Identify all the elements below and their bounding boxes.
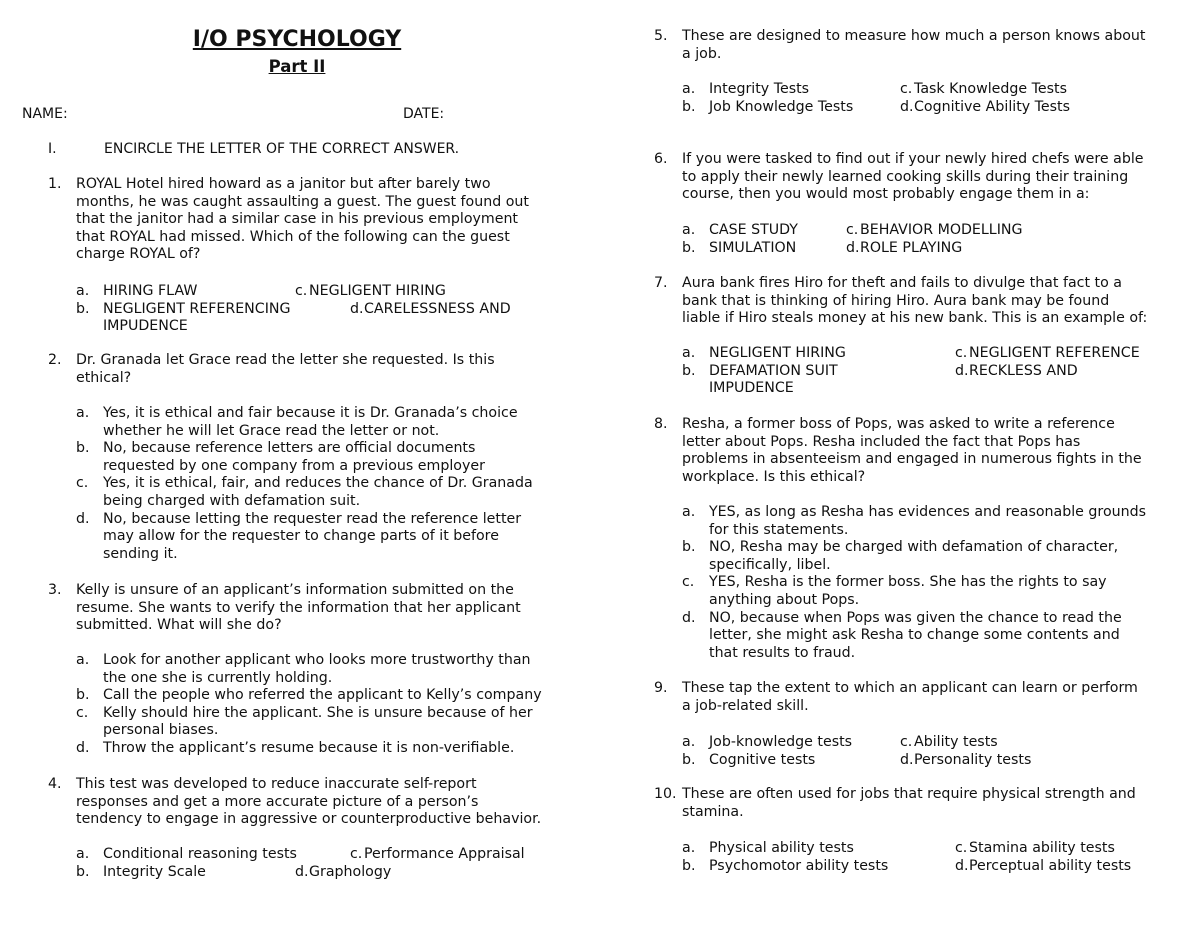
option-text: Cognitive Ability Tests — [914, 98, 1070, 115]
option-text: Stamina ability tests — [969, 840, 1115, 856]
question-text: Aura bank fires Hiro for theft and fails to divulge that fact to a bank that is thinking of hiring Hiro. Aura bank may be found liable if Hiro steals money at his new bank. This is an example of: — [682, 275, 1148, 327]
option-letter[interactable]: b. — [682, 857, 696, 874]
option-text: CASE STUDY — [709, 222, 798, 238]
option-text: Job Knowledge Tests — [709, 98, 854, 115]
option-text: NEGLIGENT HIRING — [309, 283, 446, 299]
option-letter[interactable]: d. — [76, 740, 90, 756]
option-letter[interactable]: b. — [682, 751, 696, 768]
option-letter[interactable]: d. — [846, 239, 860, 256]
name-label: NAME: — [22, 106, 68, 122]
question-number: 2. — [48, 352, 62, 368]
option-letter[interactable]: c. — [900, 734, 913, 750]
question-text: If you were tasked to find out if your newly hired chefs were able to apply their newly learned cooking skills during their training course, then you would most probably engage them in a: — [682, 151, 1144, 203]
option-text: RECKLESS AND — [969, 362, 1078, 379]
option-text: Throw the applicant’s resume because it is non-verifiable. — [103, 740, 515, 756]
option-letter[interactable]: a. — [682, 345, 696, 361]
option-letter[interactable]: c. — [900, 81, 913, 97]
option-text: Call the people who referred the applicant to Kelly’s company — [103, 687, 542, 704]
option-letter[interactable]: a. — [76, 283, 90, 299]
option-text: NEGLIGENT HIRING — [709, 345, 846, 361]
section-numeral: I. — [48, 141, 57, 157]
option-letter[interactable]: a. — [682, 222, 696, 238]
option-text: Cognitive tests — [709, 751, 816, 768]
page-title: I/O PSYCHOLOGY — [192, 27, 402, 52]
option-text: Job-knowledge tests — [709, 734, 853, 750]
option-letter[interactable]: d. — [955, 362, 969, 379]
question-text: ROYAL Hotel hired howard as a janitor but after barely two months, he was caught assaulting a guest. The guest found out that the janitor had a similar case in his previous employment that ROYAL had missed. Which of the following can the guest charge ROYAL of? — [76, 176, 529, 263]
question-text: Resha, a former boss of Pops, was asked to write a reference letter about Pops. Resha included the fact that Pops has problems in absenteeism and engaged in numerous fights in the workplace. Is this ethical? — [682, 416, 1142, 485]
option-text: Integrity Scale — [103, 863, 206, 880]
question-number: 6. — [654, 151, 668, 167]
question-text: This test was developed to reduce inaccurate self-report responses and get a more accurate picture of a person’s tendency to engage in aggressive or counterproductive behavior. — [76, 776, 542, 828]
option-text: DEFAMATION SUIT — [709, 362, 838, 379]
question-number: 3. — [48, 582, 62, 598]
option-text: Performance Appraisal — [364, 846, 525, 862]
option-letter[interactable]: d. — [900, 751, 914, 768]
option-letter[interactable]: b. — [76, 863, 90, 880]
option-letter[interactable]: c. — [350, 846, 363, 862]
option-letter[interactable]: b. — [682, 362, 696, 379]
question-text: Dr. Granada let Grace read the letter she requested. Is this ethical? — [76, 352, 495, 386]
question-number: 7. — [654, 275, 668, 291]
date-label: DATE: — [403, 106, 445, 122]
question-number: 8. — [654, 416, 668, 432]
option-text: Conditional reasoning tests — [103, 846, 297, 862]
option-text: Yes, it is ethical and fair because it is Dr. Granada’s choice whether he will let Grace read the letter or not. — [103, 405, 518, 439]
option-text: NEGLIGENT REFERENCING — [103, 300, 291, 317]
option-text: Kelly should hire the applicant. She is unsure because of her personal biases. — [103, 704, 533, 739]
option-text: Task Knowledge Tests — [914, 81, 1067, 97]
option-letter[interactable]: b. — [682, 239, 696, 256]
option-text: SIMULATION — [709, 239, 797, 256]
option-letter[interactable]: a. — [76, 405, 90, 421]
question-text: These are often used for jobs that require physical strength and stamina. — [682, 786, 1136, 820]
option-letter[interactable]: c. — [846, 222, 859, 238]
option-text: YES, Resha is the former boss. She has the rights to say anything about Pops. — [709, 574, 1107, 608]
option-letter[interactable]: d. — [900, 98, 914, 115]
option-text: No, because reference letters are official documents requested by one company from a previous employer — [103, 440, 485, 474]
option-letter[interactable]: d. — [295, 863, 309, 880]
option-text: Integrity Tests — [709, 81, 810, 97]
option-text: HIRING FLAW — [103, 283, 198, 299]
question-text: Kelly is unsure of an applicant’s information submitted on the resume. She wants to verify the information that her applicant submitted. What will she do? — [76, 582, 521, 634]
option-text: Physical ability tests — [709, 840, 854, 856]
option-letter[interactable]: d. — [682, 609, 696, 626]
option-text: Yes, it is ethical, fair, and reduces the chance of Dr. Granada being charged with defamation suit. — [103, 475, 533, 509]
option-text: CARELESSNESS AND — [364, 300, 511, 317]
option-text: BEHAVIOR MODELLING — [860, 222, 1023, 238]
option-letter[interactable]: d. — [955, 857, 969, 874]
section-instruction: ENCIRCLE THE LETTER OF THE CORRECT ANSWER. — [104, 141, 460, 157]
option-letter[interactable]: c. — [76, 704, 89, 721]
option-letter[interactable]: b. — [76, 300, 90, 317]
question-number: 1. — [48, 176, 62, 192]
option-letter[interactable]: c. — [955, 840, 968, 856]
option-text: NO, because when Pops was given the chance to read the letter, she might ask Resha to change some contents and that results to fraud. — [709, 609, 1122, 661]
option-text: Perceptual ability tests — [969, 857, 1132, 874]
option-letter[interactable]: a. — [76, 846, 90, 862]
option-letter[interactable]: a. — [682, 840, 696, 856]
question-number: 9. — [654, 680, 668, 696]
option-text: NEGLIGENT REFERENCE — [969, 345, 1140, 361]
option-letter[interactable]: d. — [350, 300, 364, 317]
option-text: Personality tests — [914, 751, 1032, 768]
option-text: Graphology — [309, 863, 392, 880]
option-letter[interactable]: b. — [682, 98, 696, 115]
page-subtitle: Part II — [268, 57, 326, 76]
option-letter[interactable]: b. — [76, 440, 90, 457]
option-text: NO, Resha may be charged with defamation of character, specifically, libel. — [709, 539, 1119, 573]
option-text: YES, as long as Resha has evidences and reasonable grounds for this statements. — [709, 504, 1146, 538]
option-text-continued: IMPUDENCE — [709, 380, 794, 397]
option-letter[interactable]: c. — [955, 345, 968, 361]
option-letter[interactable]: b. — [682, 539, 696, 556]
question-text: These are designed to measure how much a person knows about a job. — [682, 28, 1146, 62]
option-text: Psychomotor ability tests — [709, 857, 889, 874]
option-letter[interactable]: c. — [295, 283, 308, 299]
option-letter[interactable]: d. — [76, 510, 90, 527]
option-letter[interactable]: a. — [682, 734, 696, 750]
option-text: ROLE PLAYING — [860, 239, 963, 256]
option-letter[interactable]: b. — [76, 687, 90, 704]
option-text-continued: IMPUDENCE — [103, 318, 188, 335]
option-text: No, because letting the requester read the reference letter may allow for the requester to change parts of it before sending it. — [103, 510, 522, 562]
option-letter[interactable]: a. — [682, 504, 696, 520]
option-letter[interactable]: a. — [682, 81, 696, 97]
option-text: Look for another applicant who looks more trustworthy than the one she is currently holding. — [103, 652, 531, 686]
question-number: 10. — [654, 786, 677, 802]
option-letter[interactable]: c. — [682, 574, 695, 591]
option-letter[interactable]: a. — [76, 652, 90, 668]
question-number: 4. — [48, 776, 62, 792]
option-text: Ability tests — [914, 734, 998, 750]
question-text: These tap the extent to which an applicant can learn or perform a job-related skill. — [682, 680, 1138, 714]
option-letter[interactable]: c. — [76, 475, 89, 492]
question-number: 5. — [654, 28, 668, 44]
